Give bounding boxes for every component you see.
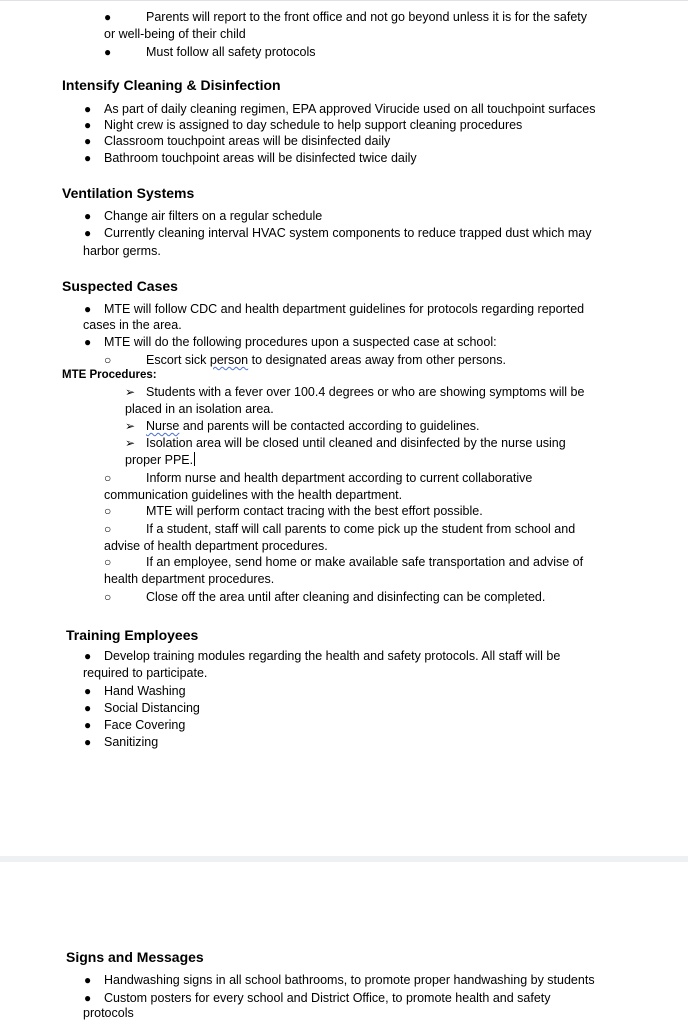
list-item-text: required to participate. — [83, 666, 208, 680]
list-item-text: proper PPE. — [125, 453, 194, 467]
list-item-text: MTE will perform contact tracing with the best effort possible. — [146, 504, 483, 518]
bullet-icon: ● — [84, 302, 92, 316]
list-item-text: or well-being of their child — [104, 27, 246, 41]
circle-bullet-icon: ○ — [104, 504, 112, 518]
list-item-text: advise of health department procedures. — [104, 539, 328, 553]
list-item-text: Escort sick person to designated areas away from other persons. — [146, 353, 506, 367]
list-item-text: MTE will follow CDC and health department guidelines for protocols regarding reported — [104, 302, 585, 316]
section-heading-ventilation: Ventilation Systems — [62, 185, 195, 201]
arrow-bullet-icon: ➢ — [125, 436, 136, 450]
list-item-text: Change air filters on a regular schedule — [104, 209, 323, 223]
bullet-icon: ● — [84, 684, 92, 698]
list-item-text: placed in an isolation area. — [125, 402, 274, 416]
bullet-icon: ● — [84, 718, 92, 732]
circle-bullet-icon: ○ — [104, 590, 112, 604]
list-item-text: If an employee, send home or make available safe transportation and advise of — [146, 555, 584, 569]
procedures-label: MTE Procedures: — [62, 369, 157, 381]
bullet-icon: ● — [84, 151, 92, 165]
circle-bullet-icon: ○ — [104, 353, 112, 367]
bullet-icon: ● — [84, 134, 92, 148]
bullet-icon: ● — [84, 226, 92, 240]
bullet-icon: ● — [104, 45, 112, 59]
list-item-text: Bathroom touchpoint areas will be disinfected twice daily — [104, 151, 417, 165]
bullet-icon: ● — [84, 735, 92, 749]
list-item-text: Social Distancing — [104, 701, 200, 715]
list-item-text: Nurse and parents will be contacted according to guidelines. — [146, 419, 480, 433]
arrow-bullet-icon: ➢ — [125, 385, 136, 399]
list-item-text: Night crew is assigned to day schedule to help support cleaning procedures — [104, 118, 523, 132]
list-item-text: Must follow all safety protocols — [146, 45, 316, 59]
bullet-icon: ● — [84, 649, 92, 663]
bullet-icon: ● — [84, 102, 92, 116]
list-item-text: MTE will do the following procedures upon a suspected case at school: — [104, 335, 497, 349]
list-item-text: health department procedures. — [104, 572, 275, 586]
bullet-icon: ● — [84, 701, 92, 715]
bullet-icon: ● — [84, 335, 92, 349]
section-heading-cleaning: Intensify Cleaning & Disinfection — [62, 77, 281, 93]
list-item-text: communication guidelines with the health department. — [104, 488, 403, 502]
list-item-text: Close off the area until after cleaning and disinfecting can be completed. — [146, 590, 546, 604]
arrow-bullet-icon: ➢ — [125, 419, 136, 433]
bullet-icon: ● — [84, 209, 92, 223]
list-item-text: Face Covering — [104, 718, 186, 732]
list-item-text: protocols — [83, 1006, 134, 1020]
list-item-text: Develop training modules regarding the health and safety protocols. All staff will be — [104, 649, 561, 663]
list-item-text: If a student, staff will call parents to come pick up the student from school and — [146, 522, 576, 536]
list-item-text: cases in the area. — [83, 318, 182, 332]
list-item-text: Handwashing signs in all school bathrooms, to promote proper handwashing by students — [104, 973, 595, 987]
list-item-text: harbor germs. — [83, 244, 161, 258]
section-heading-training: Training Employees — [66, 627, 199, 643]
bullet-icon: ● — [104, 10, 112, 24]
list-item-text: Students with a fever over 100.4 degrees or who are showing symptoms will be — [146, 385, 585, 399]
bullet-icon: ● — [84, 973, 92, 987]
spellcheck-word[interactable]: Nurse — [146, 419, 180, 433]
spellcheck-word[interactable]: person — [209, 353, 249, 367]
list-item-text: As part of daily cleaning regimen, EPA approved Virucide used on all touchpoint surfaces — [104, 102, 596, 116]
document-page-2[interactable] — [0, 862, 688, 1024]
list-item-text: Parents will report to the front office and not go beyond unless it is for the safety — [146, 10, 587, 24]
list-item-text: Currently cleaning interval HVAC system components to reduce trapped dust which may — [104, 226, 592, 240]
bullet-icon: ● — [84, 991, 92, 1005]
list-item-text: Hand Washing — [104, 684, 186, 698]
bullet-icon: ● — [84, 118, 92, 132]
list-item-text: Isolation area will be closed until cleaned and disinfected by the nurse using — [146, 436, 566, 450]
section-heading-signs: Signs and Messages — [66, 949, 204, 965]
list-item-text: Classroom touchpoint areas will be disinfected daily — [104, 134, 391, 148]
text-cursor — [194, 452, 195, 466]
circle-bullet-icon: ○ — [104, 471, 112, 485]
list-item-text: Sanitizing — [104, 735, 159, 749]
list-item-text: Inform nurse and health department according to current collaborative — [146, 471, 533, 485]
circle-bullet-icon: ○ — [104, 522, 112, 536]
circle-bullet-icon: ○ — [104, 555, 112, 569]
list-item-text: Custom posters for every school and District Office, to promote health and safety — [104, 991, 551, 1005]
section-heading-suspected-cases: Suspected Cases — [62, 278, 178, 294]
